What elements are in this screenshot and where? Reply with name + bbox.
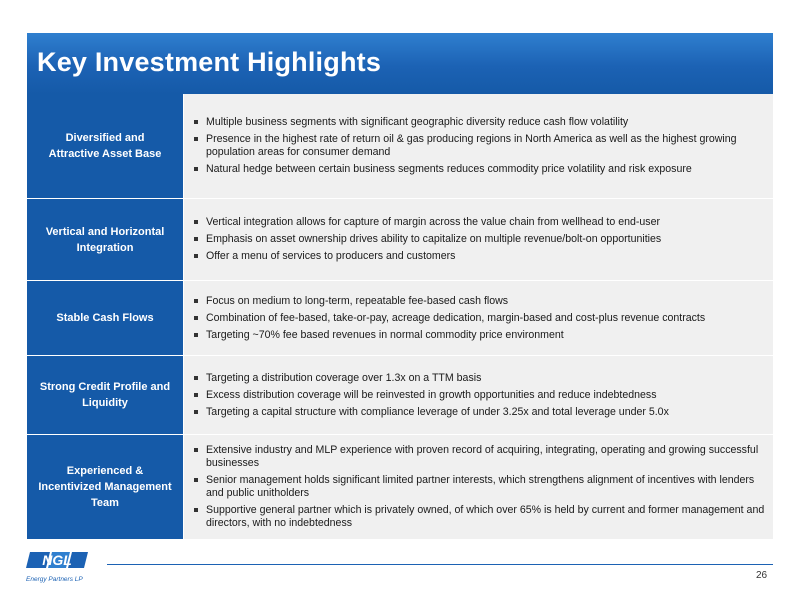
row-label (27, 356, 184, 435)
bullet-item (194, 216, 765, 229)
bullet-text: Offer a menu of services to producers and customers (206, 250, 456, 262)
bullet-text: Targeting ~70% fee based revenues in normal commodity price environment (206, 328, 564, 341)
bullet-text: Supportive general partner which is privately owned, of which over 65% is held by current and former management and directors, with no indebtedness (206, 504, 765, 529)
bullet-text: Natural hedge between certain business segments reduces commodity price volatility and risk exposure (206, 163, 692, 175)
bullet-text: Excess distribution coverage will be reinvested in growth opportunities and reduce indebtedness (206, 388, 657, 401)
bullet-icon (194, 508, 198, 512)
row-label-text: Experienced & Incentivized Management Team (38, 465, 172, 509)
bullet-icon (194, 220, 198, 224)
bullet-icon (194, 448, 198, 452)
highlight-row (27, 356, 773, 435)
bullet-item (194, 250, 765, 263)
logo-mark-icon (24, 548, 94, 588)
title-bar (27, 33, 773, 94)
bullet-item (194, 329, 765, 342)
bullet-text: Combination of fee-based, take-or-pay, acreage dedication, margin-based and cost-plus revenue contracts (206, 311, 706, 324)
row-label-text: Vertical and Horizontal Integration (45, 225, 165, 254)
row-label (27, 435, 184, 540)
bullet-item (194, 372, 765, 385)
logo-wordmark: NGL (42, 552, 72, 568)
bullet-text: Senior management holds significant limited partner interests, which strengthens alignment of incentives with lenders and public unitholders (206, 474, 755, 499)
footer-divider (107, 564, 773, 565)
highlights-table (27, 94, 773, 540)
bullet-icon (194, 120, 198, 124)
bullet-text: Extensive industry and MLP experience with proven record of acquiring, integrating, operating and growing successful businesses (206, 444, 759, 469)
logo-tagline: Energy Partners LP (26, 576, 83, 583)
bullet-text: Focus on medium to long-term, repeatable fee-based cash flows (206, 294, 509, 307)
bullet-text: Multiple business segments with significant geographic diversity reduce cash flow volatility (206, 116, 629, 128)
bullet-item (194, 116, 765, 129)
bullet-icon (194, 393, 198, 397)
bullet-item (194, 389, 765, 402)
page-title: Key Investment Highlights (37, 47, 382, 77)
bullet-item (194, 295, 765, 308)
bullet-item (194, 474, 765, 500)
bullet-item (194, 133, 765, 159)
highlight-row (27, 281, 773, 356)
row-body (184, 356, 773, 434)
bullet-item (194, 406, 765, 419)
row-body (184, 435, 773, 539)
bullet-icon (194, 333, 198, 337)
highlight-row (27, 199, 773, 281)
ngl-logo (24, 548, 94, 588)
row-label (27, 94, 184, 199)
row-label-text: Strong Credit Profile and Liquidity (39, 381, 171, 409)
row-label-text: Diversified and Attractive Asset Base (48, 132, 162, 160)
bullet-icon (194, 376, 198, 380)
highlight-row (27, 94, 773, 199)
row-label (27, 199, 184, 281)
bullet-icon (194, 316, 198, 320)
bullet-text: Vertical integration allows for capture of margin across the value chain from wellhead to end-user (206, 216, 660, 228)
row-label-text: Stable Cash Flows (56, 312, 154, 324)
bullet-item (194, 163, 765, 176)
row-label (27, 281, 184, 356)
bullet-text: Presence in the highest rate of return oil & gas producing regions in North America as well as the highest growing population areas for consumer demand (206, 133, 737, 158)
bullet-item (194, 312, 765, 325)
bullet-icon (194, 237, 198, 241)
bullet-item (194, 444, 765, 470)
row-body (184, 281, 773, 355)
row-body (184, 199, 773, 280)
bullet-icon (194, 137, 198, 141)
bullet-text: Targeting a capital structure with compliance leverage of under 3.25x and total leverage under 5.0x (206, 405, 669, 418)
bullet-item (194, 504, 765, 530)
page-number: 26 (756, 570, 768, 581)
bullet-icon (194, 167, 198, 171)
bullet-text: Targeting a distribution coverage over 1.3x on a TTM basis (206, 371, 482, 384)
bullet-icon (194, 299, 198, 303)
bullet-icon (194, 254, 198, 258)
bullet-item (194, 233, 765, 246)
row-body (184, 94, 773, 198)
highlight-row (27, 435, 773, 540)
bullet-icon (194, 410, 198, 414)
bullet-text: Emphasis on asset ownership drives ability to capitalize on multiple revenue/bolt-on opportunities (206, 233, 662, 245)
bullet-icon (194, 478, 198, 482)
